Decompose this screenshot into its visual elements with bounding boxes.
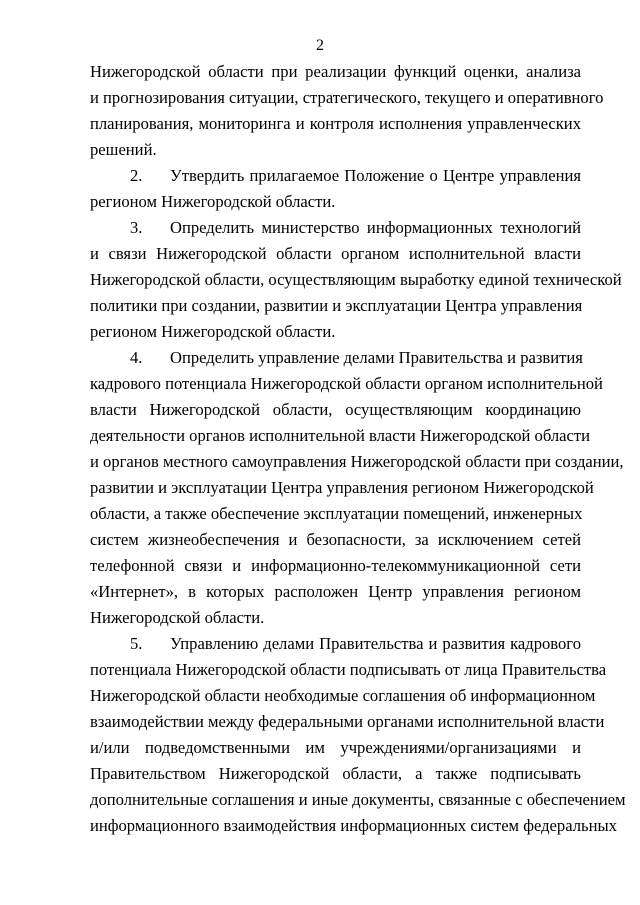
text-line: Нижегородской области, осуществляющим выработку единой технической: [90, 270, 622, 289]
paragraph-last-line: регионом Нижегородской области.: [90, 322, 336, 341]
text-line: власти Нижегородской области, осуществляющим координацию: [90, 400, 581, 419]
text-line: и прогнозирования ситуации, стратегического, текущего и оперативного: [90, 88, 604, 107]
paragraph-first-line: [130, 634, 581, 654]
line-text: Утвердить прилагаемое Положение о Центре управления: [170, 166, 581, 185]
line-text: Управлению делами Правительства и развития кадрового: [170, 634, 581, 653]
text-line: деятельности органов исполнительной власти Нижегородской области: [90, 426, 590, 445]
text-line: кадрового потенциала Нижегородской области органом исполнительной: [90, 374, 603, 393]
line-text: Определить министерство информационных технологий: [170, 218, 581, 237]
paragraph-first-line: [130, 166, 581, 186]
text-line: планирования, мониторинга и контроля исполнения управленческих: [90, 114, 581, 133]
paragraph-first-line: [130, 218, 581, 238]
paragraph-last-line: регионом Нижегородской области.: [90, 192, 336, 211]
text-line: развитии и эксплуатации Центра управления регионом Нижегородской: [90, 478, 594, 497]
text-line: взаимодействии между федеральными органами исполнительной власти: [90, 712, 605, 731]
item-number: 3.: [130, 218, 143, 237]
item-number: 4.: [130, 348, 143, 367]
text-line: телефонной связи и информационно-телекоммуникационной сети: [90, 556, 581, 575]
text-line: Нижегородской области необходимые соглашения об информационном: [90, 686, 596, 705]
item-number: 2.: [130, 166, 143, 185]
text-line: дополнительные соглашения и иные документы, связанные с обеспечением: [90, 790, 626, 809]
page-number: 2: [316, 37, 324, 54]
text-line: и органов местного самоуправления Нижегородской области при создании,: [90, 452, 624, 471]
text-line: систем жизнеобеспечения и безопасности, за исключением сетей: [90, 530, 581, 549]
text-line: политики при создании, развитии и эксплуатации Центра управления: [90, 296, 583, 315]
text-line: области, а также обеспечение эксплуатации помещений, инженерных: [90, 504, 583, 523]
text-line: потенциала Нижегородской области подписывать от лица Правительства: [90, 660, 607, 679]
text-line: Правительством Нижегородской области, а также подписывать: [90, 764, 581, 783]
paragraph-first-line: [130, 348, 581, 368]
text-line: «Интернет», в которых расположен Центр управления регионом: [90, 582, 581, 601]
text-line: и связи Нижегородской области органом исполнительной власти: [90, 244, 581, 263]
text-line: Нижегородской области при реализации функций оценки, анализа: [90, 62, 581, 81]
text-line: информационного взаимодействия информационных систем федеральных: [90, 816, 617, 835]
line-text: Определить управление делами Правительства и развития: [170, 348, 583, 367]
item-number: 5.: [130, 634, 143, 653]
paragraph-last-line: Нижегородской области.: [90, 608, 265, 627]
paragraph-last-line: решений.: [90, 140, 157, 159]
text-line: и/или подведомственными им учреждениями/организациями и: [90, 738, 581, 757]
